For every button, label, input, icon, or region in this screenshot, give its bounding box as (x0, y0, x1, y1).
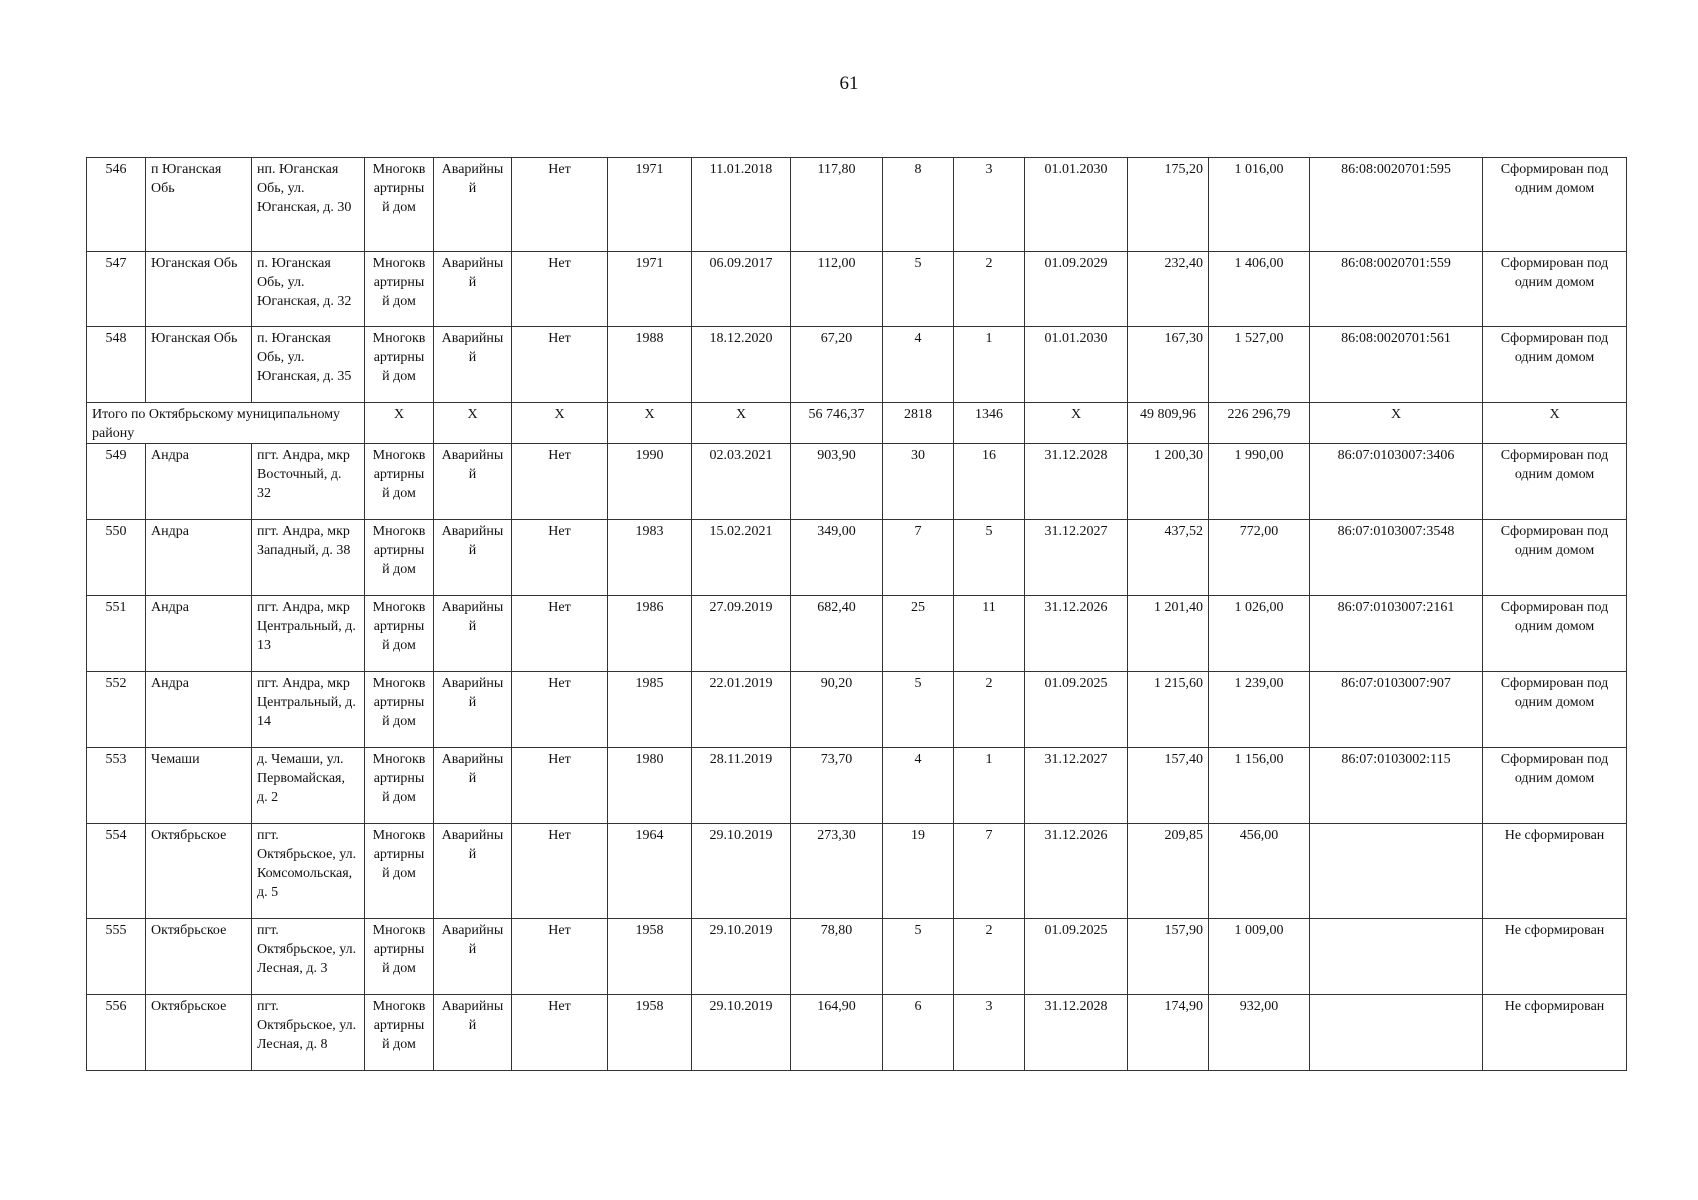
cell-date: 22.01.2019 (692, 672, 791, 748)
cell-area: 117,80 (791, 158, 883, 252)
cell-area: 67,20 (791, 327, 883, 403)
total-apartments: 1346 (954, 403, 1025, 444)
cell-land-area: 157,40 (1128, 748, 1209, 824)
cell-house-type: Многоквартирный дом (365, 520, 434, 596)
cell-area: 903,90 (791, 444, 883, 520)
cell-number: 547 (87, 252, 146, 327)
cell-land-area: 1 200,30 (1128, 444, 1209, 520)
cell-status: Аварийный (434, 919, 512, 995)
cell-house-type: Многоквартирный дом (365, 327, 434, 403)
cell-year: 1980 (608, 748, 692, 824)
cell-status: Аварийный (434, 672, 512, 748)
cell-apartments: 7 (954, 824, 1025, 919)
table-row (87, 158, 1627, 252)
cell-year: 1971 (608, 252, 692, 327)
cell-flag: Нет (512, 672, 608, 748)
cell-house-type: Многоквартирный дом (365, 252, 434, 327)
cell-status: Аварийный (434, 158, 512, 252)
cell-cadastral: 86:07:0103007:907 (1310, 672, 1483, 748)
cell-address: пгт. Октябрьское, ул. Лесная, д. 3 (252, 919, 365, 995)
cell-address: п. Юганская Обь, ул. Юганская, д. 35 (252, 327, 365, 403)
cell-land-area: 175,20 (1128, 158, 1209, 252)
cell-flag: Нет (512, 520, 608, 596)
cell-flag: Нет (512, 252, 608, 327)
cell-number: 550 (87, 520, 146, 596)
total-date: X (692, 403, 791, 444)
table-row (87, 919, 1627, 995)
cell-cost: 932,00 (1209, 995, 1310, 1071)
cell-land-status: Не сформирован (1483, 995, 1627, 1071)
cell-settlement: Октябрьское (146, 919, 252, 995)
cell-apartments: 11 (954, 596, 1025, 672)
cell-house-type: Многоквартирный дом (365, 919, 434, 995)
cell-status: Аварийный (434, 824, 512, 919)
cell-settlement: Октябрьское (146, 824, 252, 919)
table-row (87, 824, 1627, 919)
cell-cost: 1 026,00 (1209, 596, 1310, 672)
cell-land-status: Сформирован под одним домом (1483, 748, 1627, 824)
housing-registry-table (86, 157, 1627, 1071)
cell-apartments: 3 (954, 158, 1025, 252)
cell-cadastral (1310, 824, 1483, 919)
cell-number: 554 (87, 824, 146, 919)
cell-land-status: Сформирован под одним домом (1483, 672, 1627, 748)
table-row (87, 748, 1627, 824)
total-land-status: X (1483, 403, 1627, 444)
cell-residents: 6 (883, 995, 954, 1071)
page-number: 61 (839, 73, 859, 94)
cell-flag: Нет (512, 919, 608, 995)
cell-land-area: 437,52 (1128, 520, 1209, 596)
cell-number: 556 (87, 995, 146, 1071)
cell-cost: 1 009,00 (1209, 919, 1310, 995)
cell-apartments: 2 (954, 672, 1025, 748)
cell-house-type: Многоквартирный дом (365, 748, 434, 824)
cell-year: 1964 (608, 824, 692, 919)
cell-residents: 30 (883, 444, 954, 520)
cell-apartments: 5 (954, 520, 1025, 596)
cell-address: пгт. Андра, мкр Центральный, д. 13 (252, 596, 365, 672)
cell-cost: 1 239,00 (1209, 672, 1310, 748)
cell-area: 78,80 (791, 919, 883, 995)
cell-area: 90,20 (791, 672, 883, 748)
cell-settlement: Юганская Обь (146, 252, 252, 327)
table-row (87, 520, 1627, 596)
cell-house-type: Многоквартирный дом (365, 444, 434, 520)
cell-cadastral (1310, 919, 1483, 995)
cell-cadastral: 86:08:0020701:559 (1310, 252, 1483, 327)
cell-cost: 456,00 (1209, 824, 1310, 919)
total-cost: 226 296,79 (1209, 403, 1310, 444)
cell-deadline: 31.12.2026 (1025, 596, 1128, 672)
total-flag: X (512, 403, 608, 444)
cell-land-area: 167,30 (1128, 327, 1209, 403)
cell-date: 06.09.2017 (692, 252, 791, 327)
cell-deadline: 31.12.2026 (1025, 824, 1128, 919)
table-row (87, 327, 1627, 403)
cell-house-type: Многоквартирный дом (365, 672, 434, 748)
cell-date: 15.02.2021 (692, 520, 791, 596)
cell-settlement: Чемаши (146, 748, 252, 824)
cell-area: 682,40 (791, 596, 883, 672)
cell-date: 29.10.2019 (692, 995, 791, 1071)
cell-status: Аварийный (434, 444, 512, 520)
cell-date: 29.10.2019 (692, 919, 791, 995)
cell-residents: 5 (883, 252, 954, 327)
total-residents: 2818 (883, 403, 954, 444)
table-row (87, 444, 1627, 520)
cell-number: 555 (87, 919, 146, 995)
cell-number: 553 (87, 748, 146, 824)
total-area: 56 746,37 (791, 403, 883, 444)
cell-date: 28.11.2019 (692, 748, 791, 824)
cell-address: пгт. Октябрьское, ул. Лесная, д. 8 (252, 995, 365, 1071)
cell-land-status: Сформирован под одним домом (1483, 327, 1627, 403)
cell-land-status: Сформирован под одним домом (1483, 596, 1627, 672)
cell-deadline: 31.12.2028 (1025, 444, 1128, 520)
cell-cadastral: 86:08:0020701:595 (1310, 158, 1483, 252)
cell-cadastral: 86:07:0103007:3406 (1310, 444, 1483, 520)
cell-address: пгт. Андра, мкр Центральный, д. 14 (252, 672, 365, 748)
cell-date: 18.12.2020 (692, 327, 791, 403)
cell-land-area: 1 215,60 (1128, 672, 1209, 748)
cell-flag: Нет (512, 596, 608, 672)
cell-apartments: 1 (954, 748, 1025, 824)
cell-cadastral: 86:07:0103007:3548 (1310, 520, 1483, 596)
cell-land-area: 1 201,40 (1128, 596, 1209, 672)
cell-year: 1986 (608, 596, 692, 672)
cell-flag: Нет (512, 995, 608, 1071)
cell-flag: Нет (512, 824, 608, 919)
cell-deadline: 01.01.2030 (1025, 327, 1128, 403)
cell-area: 112,00 (791, 252, 883, 327)
cell-settlement: Октябрьское (146, 995, 252, 1071)
cell-number: 546 (87, 158, 146, 252)
cell-settlement: Юганская Обь (146, 327, 252, 403)
cell-cost: 1 406,00 (1209, 252, 1310, 327)
cell-status: Аварийный (434, 995, 512, 1071)
cell-year: 1958 (608, 919, 692, 995)
cell-area: 349,00 (791, 520, 883, 596)
cell-settlement: п Юганская Обь (146, 158, 252, 252)
cell-deadline: 31.12.2027 (1025, 748, 1128, 824)
cell-address: пгт. Октябрьское, ул. Комсомольская, д. 5 (252, 824, 365, 919)
cell-deadline: 01.09.2025 (1025, 919, 1128, 995)
cell-date: 11.01.2018 (692, 158, 791, 252)
table-row (87, 672, 1627, 748)
cell-apartments: 2 (954, 252, 1025, 327)
cell-address: пгт. Андра, мкр Западный, д. 38 (252, 520, 365, 596)
cell-flag: Нет (512, 444, 608, 520)
cell-cadastral: 86:08:0020701:561 (1310, 327, 1483, 403)
cell-flag: Нет (512, 158, 608, 252)
cell-land-status: Сформирован под одним домом (1483, 444, 1627, 520)
cell-cost: 1 156,00 (1209, 748, 1310, 824)
cell-land-status: Сформирован под одним домом (1483, 520, 1627, 596)
cell-deadline: 31.12.2028 (1025, 995, 1128, 1071)
cell-residents: 25 (883, 596, 954, 672)
cell-cost: 1 527,00 (1209, 327, 1310, 403)
cell-house-type: Многоквартирный дом (365, 995, 434, 1071)
cell-status: Аварийный (434, 327, 512, 403)
cell-deadline: 01.01.2030 (1025, 158, 1128, 252)
table-row (87, 252, 1627, 327)
cell-house-type: Многоквартирный дом (365, 158, 434, 252)
cell-status: Аварийный (434, 748, 512, 824)
cell-cost: 772,00 (1209, 520, 1310, 596)
total-cadastral: X (1310, 403, 1483, 444)
cell-area: 164,90 (791, 995, 883, 1071)
cell-land-status: Не сформирован (1483, 919, 1627, 995)
cell-residents: 5 (883, 919, 954, 995)
cell-year: 1990 (608, 444, 692, 520)
cell-address: нп. Юганская Обь, ул. Юганская, д. 30 (252, 158, 365, 252)
cell-deadline: 31.12.2027 (1025, 520, 1128, 596)
cell-year: 1985 (608, 672, 692, 748)
total-house-type: X (365, 403, 434, 444)
cell-area: 73,70 (791, 748, 883, 824)
cell-date: 29.10.2019 (692, 824, 791, 919)
cell-year: 1983 (608, 520, 692, 596)
cell-residents: 5 (883, 672, 954, 748)
cell-land-status: Сформирован под одним домом (1483, 252, 1627, 327)
cell-residents: 8 (883, 158, 954, 252)
cell-cadastral: 86:07:0103007:2161 (1310, 596, 1483, 672)
cell-apartments: 16 (954, 444, 1025, 520)
cell-date: 02.03.2021 (692, 444, 791, 520)
cell-cost: 1 990,00 (1209, 444, 1310, 520)
cell-address: пгт. Андра, мкр Восточный, д. 32 (252, 444, 365, 520)
cell-apartments: 3 (954, 995, 1025, 1071)
cell-flag: Нет (512, 748, 608, 824)
total-label: Итого по Октябрьскому муниципальному району (87, 403, 365, 444)
cell-house-type: Многоквартирный дом (365, 824, 434, 919)
cell-address: п. Юганская Обь, ул. Юганская, д. 32 (252, 252, 365, 327)
cell-cost: 1 016,00 (1209, 158, 1310, 252)
cell-land-area: 209,85 (1128, 824, 1209, 919)
cell-year: 1958 (608, 995, 692, 1071)
cell-land-area: 174,90 (1128, 995, 1209, 1071)
cell-apartments: 1 (954, 327, 1025, 403)
cell-cadastral: 86:07:0103002:115 (1310, 748, 1483, 824)
cell-settlement: Андра (146, 520, 252, 596)
cell-deadline: 01.09.2025 (1025, 672, 1128, 748)
cell-status: Аварийный (434, 596, 512, 672)
total-status: X (434, 403, 512, 444)
cell-number: 552 (87, 672, 146, 748)
table-row (87, 995, 1627, 1071)
total-land-area: 49 809,96 (1128, 403, 1209, 444)
cell-settlement: Андра (146, 672, 252, 748)
total-deadline: X (1025, 403, 1128, 444)
cell-land-status: Не сформирован (1483, 824, 1627, 919)
cell-number: 549 (87, 444, 146, 520)
total-row (87, 403, 1627, 444)
cell-cadastral (1310, 995, 1483, 1071)
cell-year: 1971 (608, 158, 692, 252)
cell-status: Аварийный (434, 520, 512, 596)
cell-settlement: Андра (146, 444, 252, 520)
cell-address: д. Чемаши, ул. Первомайская, д. 2 (252, 748, 365, 824)
cell-residents: 7 (883, 520, 954, 596)
cell-house-type: Многоквартирный дом (365, 596, 434, 672)
total-year: X (608, 403, 692, 444)
cell-settlement: Андра (146, 596, 252, 672)
cell-residents: 19 (883, 824, 954, 919)
cell-status: Аварийный (434, 252, 512, 327)
cell-area: 273,30 (791, 824, 883, 919)
cell-land-area: 232,40 (1128, 252, 1209, 327)
cell-land-area: 157,90 (1128, 919, 1209, 995)
cell-residents: 4 (883, 748, 954, 824)
cell-land-status: Сформирован под одним домом (1483, 158, 1627, 252)
cell-date: 27.09.2019 (692, 596, 791, 672)
cell-residents: 4 (883, 327, 954, 403)
cell-apartments: 2 (954, 919, 1025, 995)
cell-number: 551 (87, 596, 146, 672)
cell-number: 548 (87, 327, 146, 403)
cell-flag: Нет (512, 327, 608, 403)
cell-deadline: 01.09.2029 (1025, 252, 1128, 327)
cell-year: 1988 (608, 327, 692, 403)
table-row (87, 596, 1627, 672)
